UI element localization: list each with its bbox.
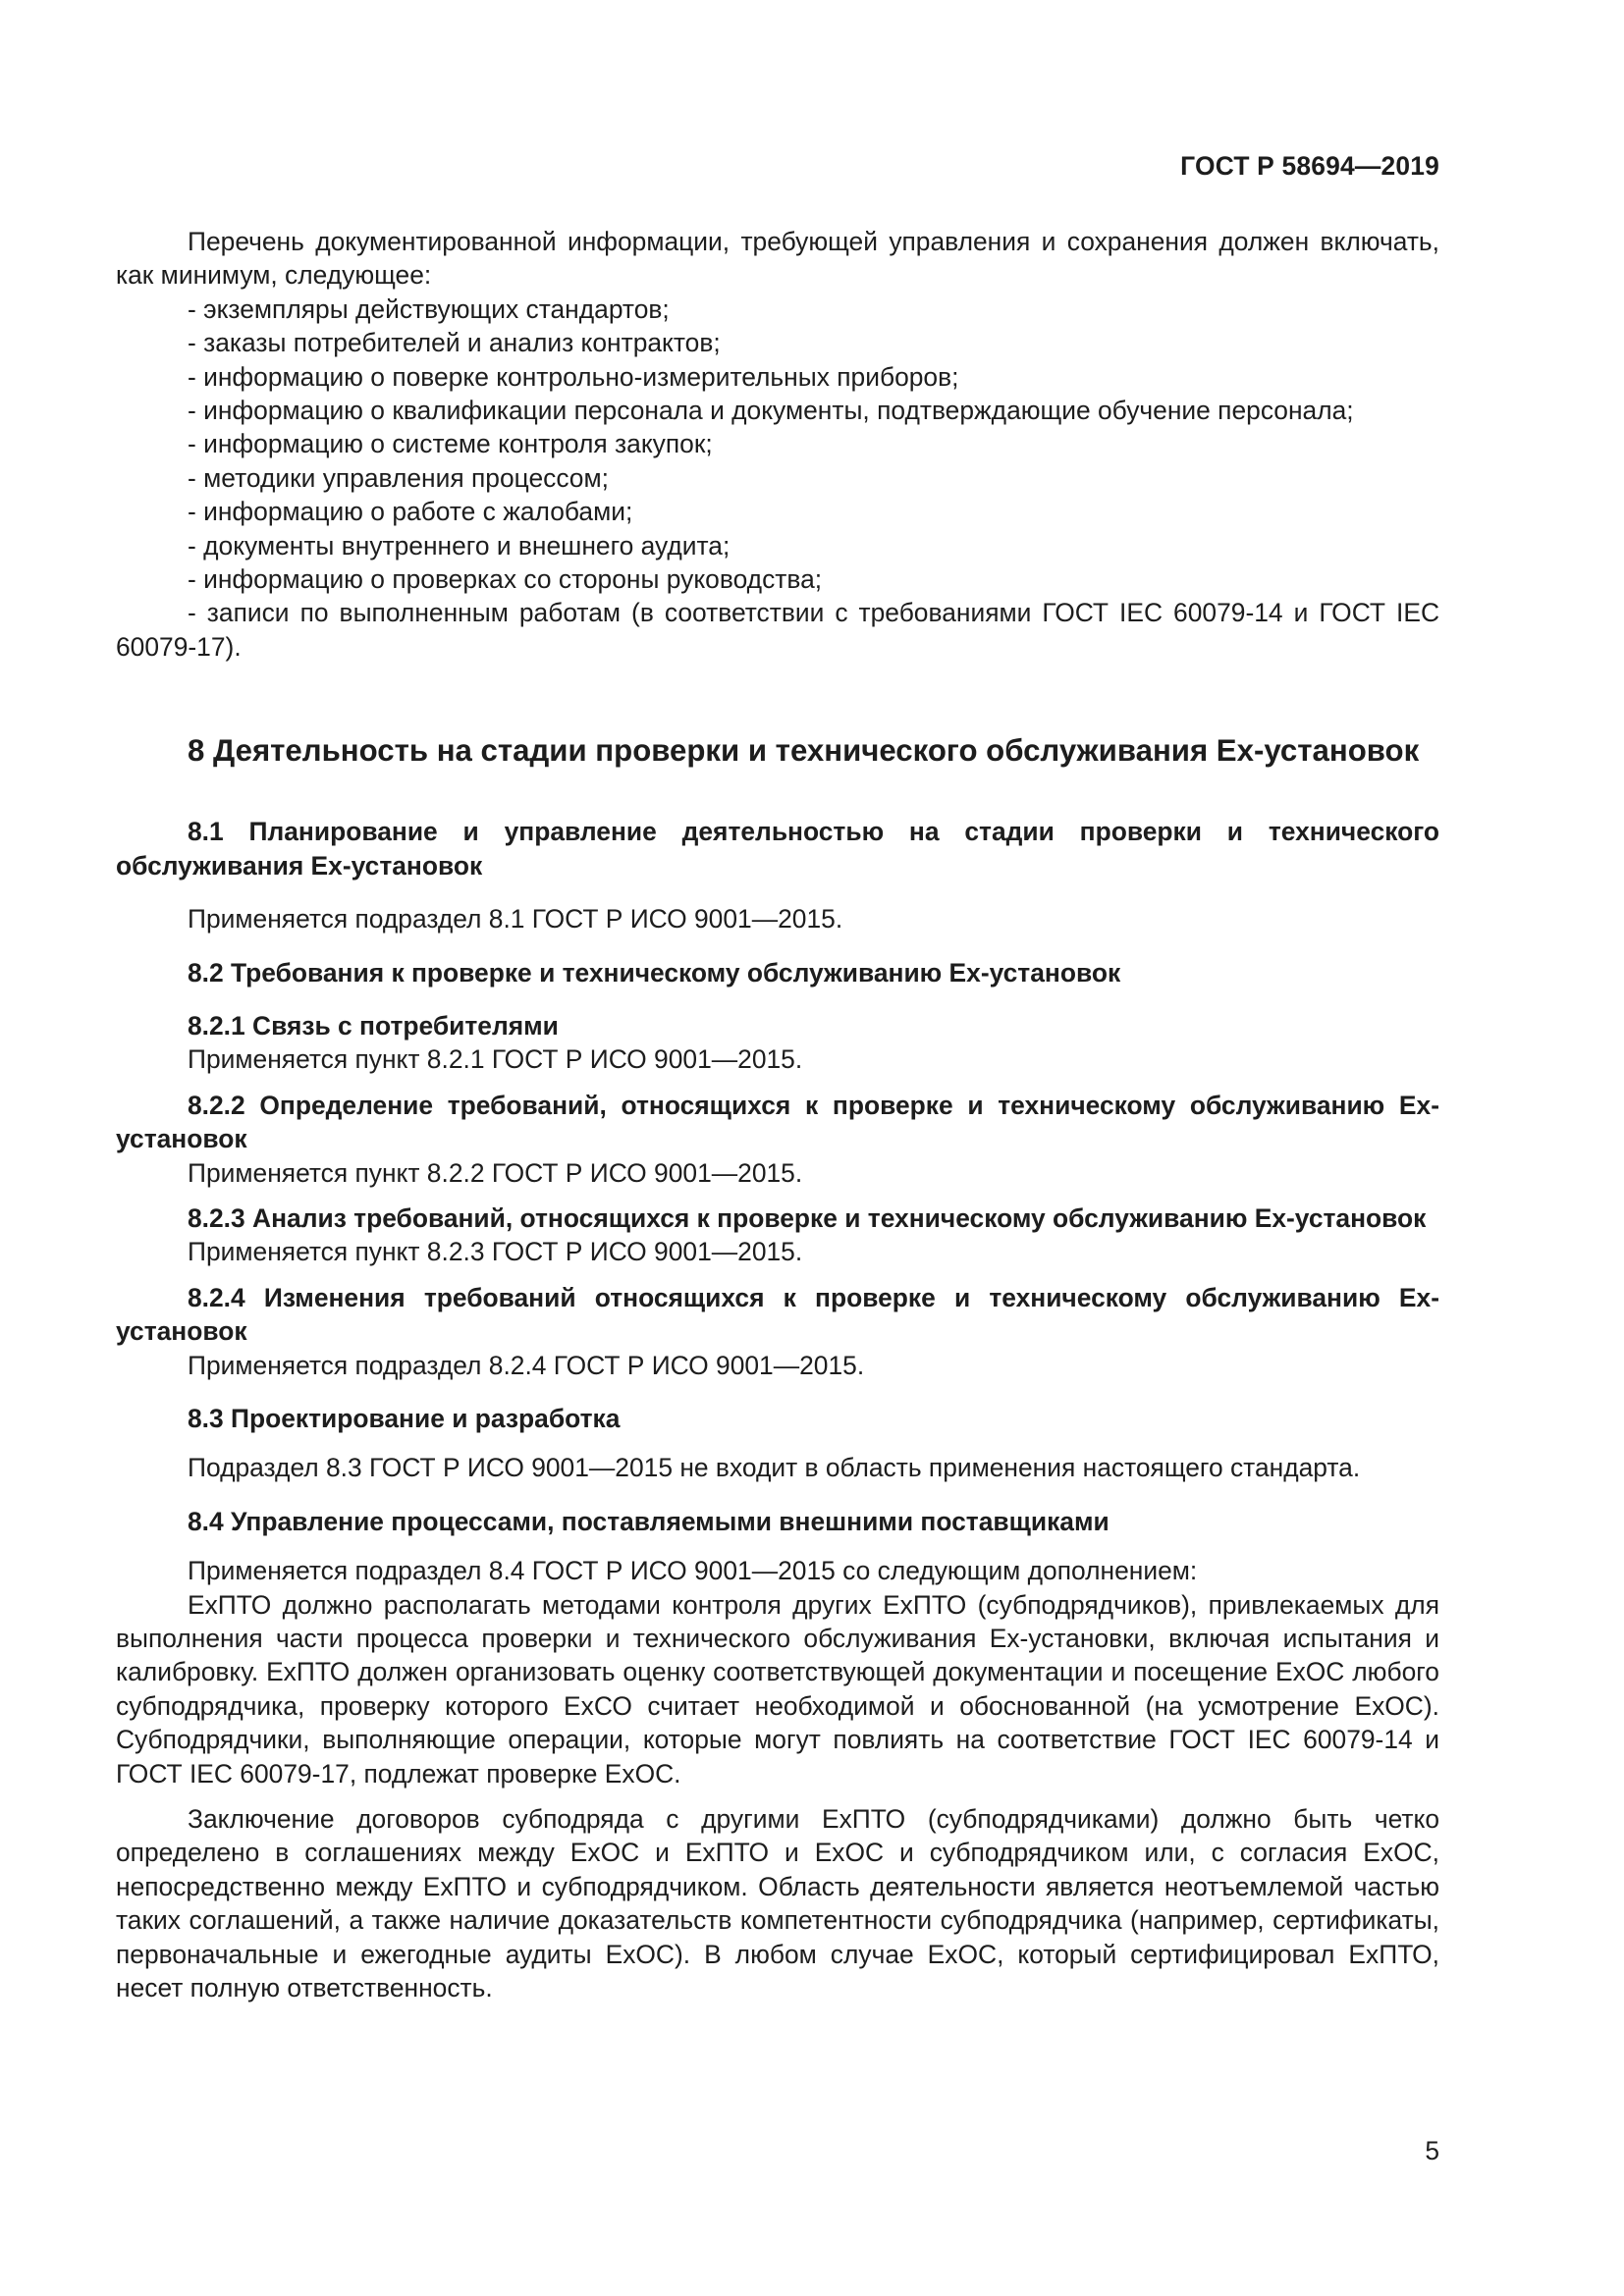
document-code: ГОСТ Р 58694—2019	[1180, 151, 1439, 181]
list-item: - заказы потребителей и анализ контрактов;	[188, 328, 721, 358]
subsection-8-4-paragraph: ЕхПТО должно располагать методами контроля других ЕхПТО (субподрядчиков), привлекаемых для выполнения части процесса проверки и технического обслуживания Ех-установки, включая испытания и калибровку. ЕхПТО должен организовать оценку соответствующей документации и посещение ЕхОС любого субподрядчика, проверку которого ЕхСО считает необходимой и обоснованной (на усмотрение ЕхОС). Субподрядчики, выполняющие операции, которые могут повлиять на соответствие ГОСТ IEC 60079-14 и ГОСТ IEC 60079-17, подлежат проверке ЕхОС.	[116, 1589, 1439, 1789]
subsection-8-1-text: Применяется подраздел 8.1 ГОСТ Р ИСО 9001—2015.	[188, 904, 843, 934]
clause-8-2-1-heading: 8.2.1 Связь с потребителями	[188, 1010, 559, 1041]
clause-8-2-4-heading: 8.2.4 Изменения требований относящихся к проверке и техническому обслуживанию Ех-установок	[116, 1282, 1439, 1347]
list-item: - информацию о работе с жалобами;	[188, 497, 633, 527]
list-item: - методики управления процессом;	[188, 462, 609, 493]
clause-8-2-2-heading: 8.2.2 Определение требований, относящихся к проверке и техническому обслуживанию Ех-установок	[116, 1090, 1439, 1154]
subsection-8-3-heading: 8.3 Проектирование и разработка	[188, 1403, 621, 1433]
list-item: - информацию о проверках со стороны руководства;	[188, 564, 823, 595]
subsection-8-2-heading: 8.2 Требования к проверке и техническому обслуживанию Ех-установок	[188, 957, 1121, 988]
subsection-8-3-text: Подраздел 8.3 ГОСТ Р ИСО 9001—2015 не входит в область применения настоящего стандарта.	[188, 1453, 1361, 1483]
subsection-8-1-heading: 8.1 Планирование и управление деятельностью на стадии проверки и технического обслуживания Ех-установок	[116, 817, 1439, 881]
list-item: - записи по выполненным работам (в соответствии с требованиями ГОСТ IEC 60079-14 и ГОСТ IEC 60079-17).	[116, 598, 1439, 662]
list-item: - информацию о системе контроля закупок;	[188, 429, 713, 459]
list-item: - информацию о квалификации персонала и документы, подтверждающие обучение персонала;	[188, 396, 1354, 426]
subsection-8-4-paragraph: Применяется подраздел 8.4 ГОСТ Р ИСО 9001—2015 со следующим дополнением:	[188, 1556, 1198, 1586]
clause-8-2-3-heading: 8.2.3 Анализ требований, относящихся к проверке и техническому обслуживанию Ех-установок	[188, 1202, 1427, 1233]
clause-8-2-1-text: Применяется пункт 8.2.1 ГОСТ Р ИСО 9001—2015.	[188, 1044, 803, 1075]
clause-8-2-4-text: Применяется подраздел 8.2.4 ГОСТ Р ИСО 9001—2015.	[188, 1350, 865, 1380]
section-8-title: 8 Деятельность на стадии проверки и технического обслуживания Ех-установок	[188, 733, 1420, 769]
subsection-8-4-heading: 8.4 Управление процессами, поставляемыми внешними поставщиками	[188, 1506, 1110, 1536]
document-body	[116, 225, 1439, 2004]
subsection-8-4-paragraph: Заключение договоров субподряда с другими ЕхПТО (субподрядчиками) должно быть четко определено в соглашениях между ЕхОС и ЕхПТО и ЕхОС и субподрядчиком или, с согласия ЕхОС, непосредственно между ЕхПТО и субподрядчиком. Область деятельности является неотъемлемой частью таких соглашений, а также наличие доказательств компетентности субподрядчика (например, сертификаты, первоначальные и ежегодные аудиты ЕхОС). В любом случае ЕхОС, который сертифицировал ЕхПТО, несет полную ответственность.	[116, 1804, 1439, 2003]
list-item: - экземпляры действующих стандартов;	[188, 294, 670, 324]
intro-paragraph: Перечень документированной информации, требующей управления и сохранения должен включать, как минимум, следующее:	[116, 227, 1439, 291]
list-item: - информацию о поверке контрольно-измерительных приборов;	[188, 361, 959, 392]
page-number: 5	[1425, 2136, 1439, 2165]
clause-8-2-2-text: Применяется пункт 8.2.2 ГОСТ Р ИСО 9001—2015.	[188, 1157, 803, 1188]
list-item: - документы внутреннего и внешнего аудита;	[188, 530, 731, 561]
clause-8-2-3-text: Применяется пункт 8.2.3 ГОСТ Р ИСО 9001—2015.	[188, 1237, 803, 1267]
